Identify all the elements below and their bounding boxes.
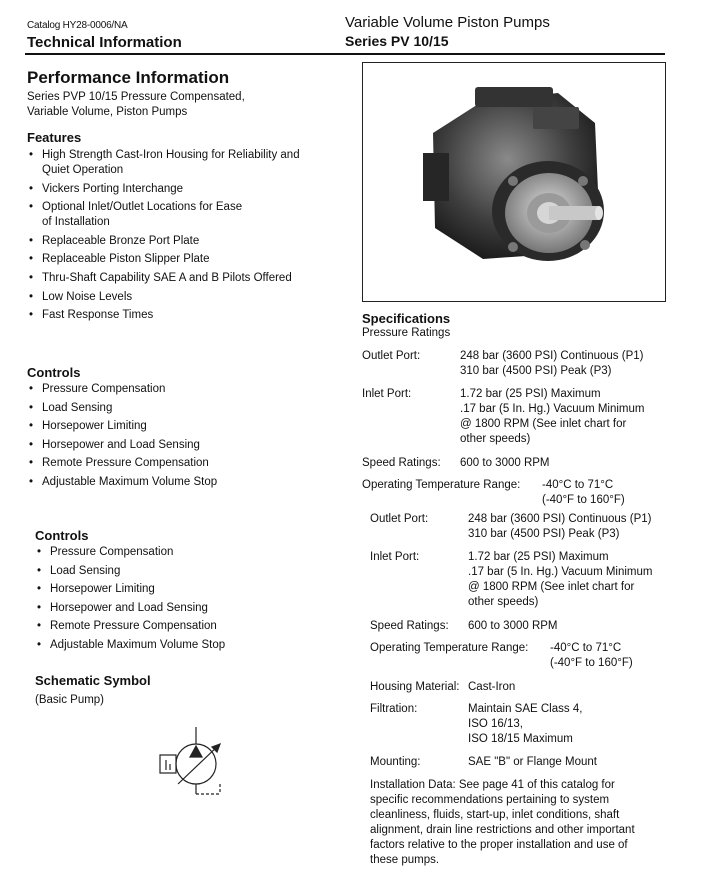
list-item: • Adjustable Maximum Volume Stop xyxy=(35,638,335,653)
spec-speed-ratings: Speed Ratings: 600 to 3000 RPM xyxy=(362,457,550,469)
spec-installation-data: Installation Data: See page 41 of this catalog for specific recommendations pertaining to system cleanliness, fluids, start-up, inlet conditions, shaft alignment, drain line restrictions and other important factors relative to the proper installation and use of these pumps. xyxy=(370,779,635,866)
list-item: • Horsepower Limiting xyxy=(27,419,327,434)
spec-speed-ratings-duplicate: Speed Ratings: 600 to 3000 RPM xyxy=(370,620,558,632)
list-item: • Thru-Shaft Capability SAE A and B Pilots Offered xyxy=(27,271,347,286)
specifications-heading: Specifications xyxy=(362,311,451,326)
schematic-caption: (Basic Pump) xyxy=(35,694,105,706)
list-item: • Adjustable Maximum Volume Stop xyxy=(27,475,327,490)
spec-filtration: Filtration: Maintain SAE Class 4, ISO 16/13, ISO 18/15 Maximum xyxy=(370,703,583,745)
performance-subtitle xyxy=(27,90,327,120)
subtitle-line: Series PVP 10/15 Pressure Compensated, xyxy=(27,91,245,103)
list-item: • Horsepower Limiting xyxy=(35,582,335,597)
list-item: • Pressure Compensation xyxy=(35,545,335,560)
spec-operating-temperature: Operating Temperature Range: -40°C to 71°C (-40°F to 160°F) xyxy=(362,479,625,506)
controls-list-duplicate xyxy=(35,545,335,657)
product-photo-frame xyxy=(362,62,666,302)
schematic-heading: Schematic Symbol xyxy=(35,673,151,688)
controls-heading-duplicate: Controls xyxy=(35,528,89,543)
subtitle-line: Variable Volume, Piston Pumps xyxy=(27,106,188,118)
list-item: • Load Sensing xyxy=(27,401,327,416)
list-item: • Low Noise Levels xyxy=(27,290,347,305)
page-title: Performance Information xyxy=(27,68,230,87)
list-item: • Replaceable Bronze Port Plate xyxy=(27,234,347,249)
list-item: • Pressure Compensation xyxy=(27,382,327,397)
header-rule xyxy=(25,53,665,55)
variable-pump-symbol-icon xyxy=(150,722,240,802)
list-item: • Horsepower and Load Sensing xyxy=(35,601,335,616)
list-item: • Remote Pressure Compensation xyxy=(27,456,327,471)
spec-housing-material: Housing Material: Cast-Iron xyxy=(370,681,516,693)
list-item: • Vickers Porting Interchange xyxy=(27,182,347,197)
product-title: Variable Volume Piston Pumps xyxy=(345,14,550,31)
controls-heading: Controls xyxy=(27,365,81,380)
list-item: • Load Sensing xyxy=(35,564,335,579)
spec-outlet-port: Outlet Port: 248 bar (3600 PSI) Continuous (P1) 310 bar (4500 PSI) Peak (P3) xyxy=(362,350,644,377)
list-item: • High Strength Cast-Iron Housing for Reliability and Quiet Operation xyxy=(27,148,347,178)
features-list xyxy=(27,148,347,327)
piston-pump-photo xyxy=(363,63,665,301)
spec-outlet-port-duplicate: Outlet Port: 248 bar (3600 PSI) Continuous (P1) 310 bar (4500 PSI) Peak (P3) xyxy=(370,513,652,540)
spec-mounting: Mounting: SAE "B" or Flange Mount xyxy=(370,756,597,768)
controls-list xyxy=(27,382,327,494)
spec-inlet-port: Inlet Port: 1.72 bar (25 PSI) Maximum .17 bar (5 In. Hg.) Vacuum Minimum @ 1800 RPM (See inlet chart for other speeds) xyxy=(362,388,645,445)
features-heading: Features xyxy=(27,130,82,145)
list-item: • Optional Inlet/Outlet Locations for Ease of Installation xyxy=(27,200,347,230)
spec-inlet-port-duplicate: Inlet Port: 1.72 bar (25 PSI) Maximum .17 bar (5 In. Hg.) Vacuum Minimum @ 1800 RPM (See inlet chart for other speeds) xyxy=(370,551,653,608)
list-item: • Fast Response Times xyxy=(27,308,347,323)
catalog-number: Catalog HY28-0006/NA xyxy=(27,20,128,31)
spec-operating-temperature-duplicate: Operating Temperature Range: -40°C to 71°C (-40°F to 160°F) xyxy=(370,642,633,669)
section-label: Technical Information xyxy=(27,34,182,51)
list-item: • Horsepower and Load Sensing xyxy=(27,438,327,453)
list-item: • Replaceable Piston Slipper Plate xyxy=(27,252,347,267)
list-item: • Remote Pressure Compensation xyxy=(35,619,335,634)
series-title: Series PV 10/15 xyxy=(345,33,449,49)
specifications-subtitle: Pressure Ratings xyxy=(362,327,451,339)
